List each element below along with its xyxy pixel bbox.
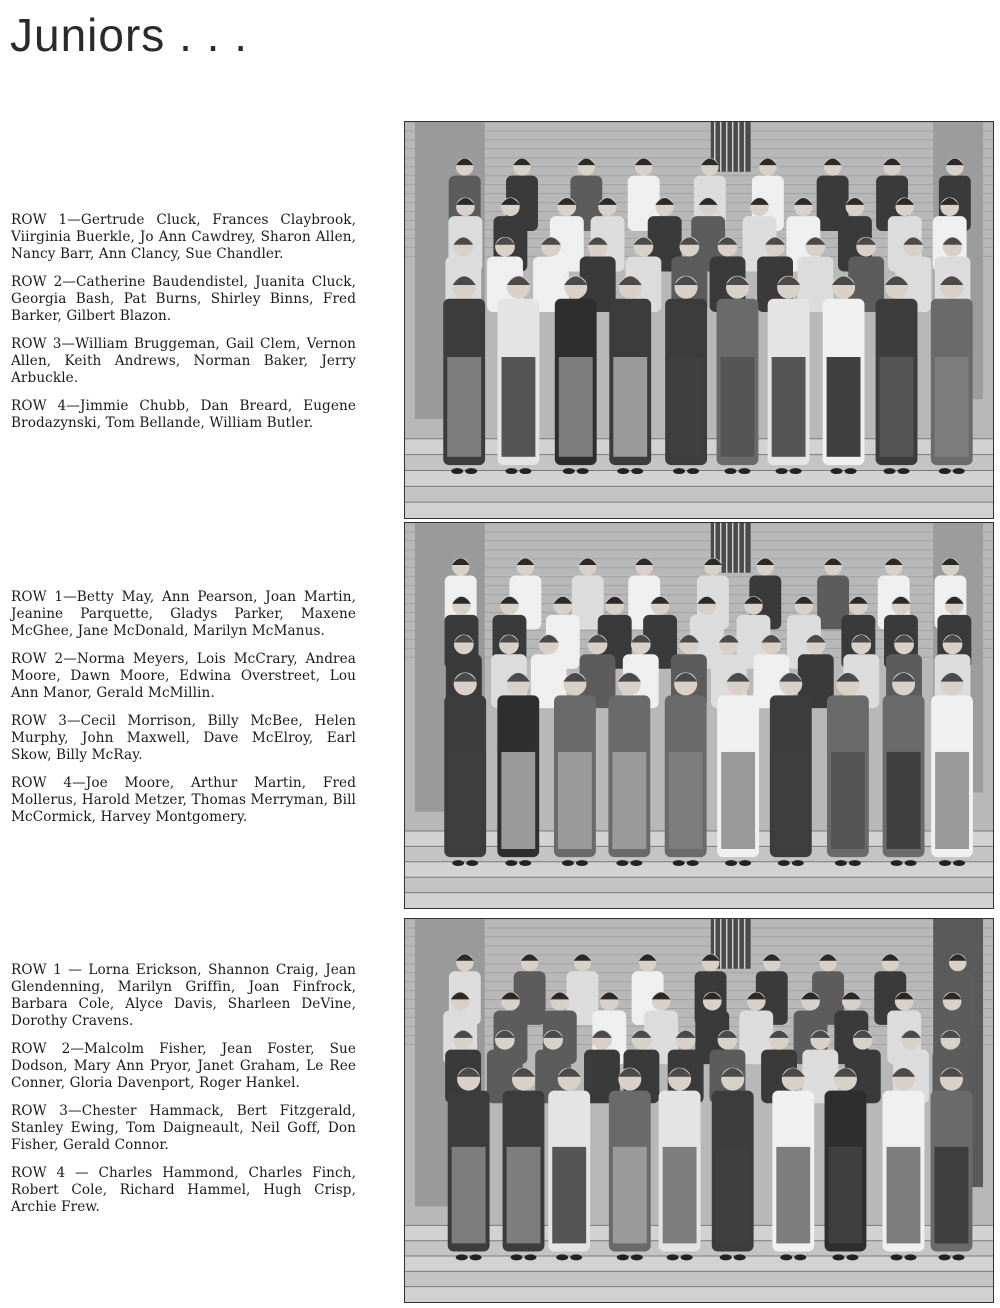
- caption-row-2: ROW 2—Norma Meyers, Lois McCrary, Andrea Moore, Dawn Moore, Edwina Overstreet, Lou Ann Manor, Gerald McMillin.: [11, 651, 356, 701]
- caption-row-3: ROW 3—Cecil Morrison, Billy McBee, Helen Murphy, John Maxwell, Dave McElroy, Earl Skow, Billy McRay.: [11, 713, 356, 763]
- caption-row-1: ROW 1—Betty May, Ann Pearson, Joan Martin, Jeanine Parquette, Gladys Parker, Maxene McGhee, Jane McDonald, Marilyn McManus.: [11, 589, 356, 639]
- group-photo-icon: [405, 919, 993, 1302]
- caption-row-2: ROW 2—Catherine Baudendistel, Juanita Cluck, Georgia Bash, Pat Burns, Shirley Binns, Fred Barker, Gilbert Blazon.: [11, 274, 356, 324]
- group-photo-icon: [405, 523, 993, 908]
- caption-row-3: ROW 3—William Bruggeman, Gail Clem, Vernon Allen, Keith Andrews, Norman Baker, Jerry Arbuckle.: [11, 336, 356, 386]
- group-photo-1: [404, 121, 994, 519]
- caption-row-1: ROW 1 — Lorna Erickson, Shannon Craig, Jean Glendenning, Marilyn Griffin, Joan Finfrock, Barbara Cole, Alyce Davis, Sharleen DeVine, Dorothy Cravens.: [11, 962, 356, 1029]
- caption-row-4: ROW 4 — Charles Hammond, Charles Finch, Robert Cole, Richard Hammel, Hugh Crisp, Archie Frew.: [11, 1165, 356, 1215]
- group-photo-icon: [405, 122, 993, 518]
- page-title: Juniors . . .: [10, 9, 248, 61]
- caption-row-4: ROW 4—Jimmie Chubb, Dan Breard, Eugene Brodazynski, Tom Bellande, William Butler.: [11, 398, 356, 431]
- caption-block-group-1: [11, 212, 356, 443]
- caption-block-group-2: [11, 589, 356, 837]
- group-photo-2: [404, 522, 994, 909]
- group-photo-3: [404, 918, 994, 1303]
- caption-row-4: ROW 4—Joe Moore, Arthur Martin, Fred Mollerus, Harold Metzer, Thomas Merryman, Bill McCormick, Harvey Montgomery.: [11, 775, 356, 825]
- caption-row-2: ROW 2—Malcolm Fisher, Jean Foster, Sue Dodson, Mary Ann Pryor, Janet Graham, Le Ree Conner, Gloria Davenport, Roger Hankel.: [11, 1041, 356, 1091]
- caption-row-3: ROW 3—Chester Hammack, Bert Fitzgerald, Stanley Ewing, Tom Daigneault, Neil Goff, Don Fisher, Gerald Connor.: [11, 1103, 356, 1153]
- caption-block-group-3: [11, 962, 356, 1227]
- caption-row-1: ROW 1—Gertrude Cluck, Frances Claybrook, Viirginia Buerkle, Jo Ann Cawdrey, Sharon Allen, Nancy Barr, Ann Clancy, Sue Chandler.: [11, 212, 356, 262]
